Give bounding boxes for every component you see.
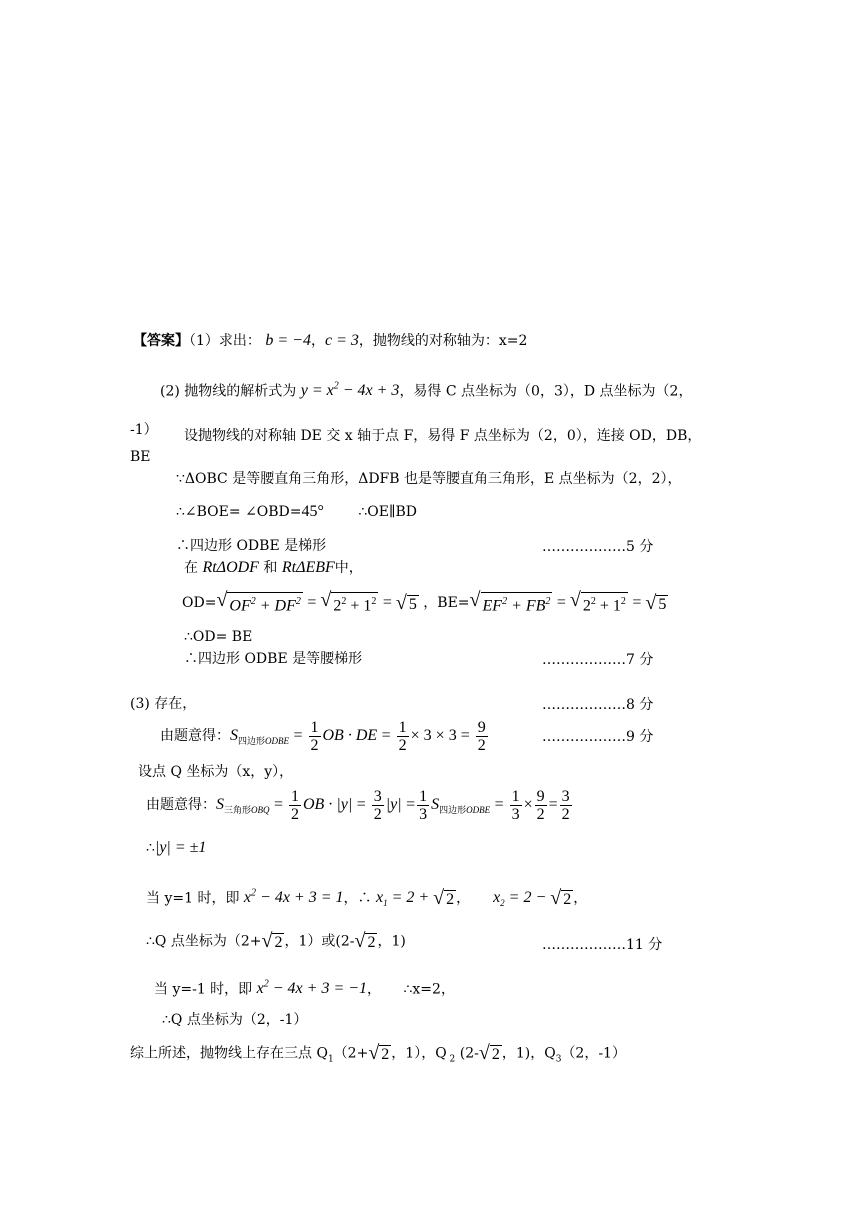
p3-l10-e: ，1)，Q	[501, 1045, 556, 1062]
p3-l4-a: 由题意得：	[146, 797, 216, 813]
p2-l1-a: (2) 抛物线的解析式为	[160, 383, 297, 400]
sqrt-2-x2: √ 2	[550, 886, 572, 909]
p3-l6-b: ，∴	[343, 890, 372, 907]
p3-line-8: 当 y=-1 时，即 $x^2 - 4x + 3 = -1$， ∴x=2，	[154, 979, 455, 998]
x2-value: $x_2 = 2$ −	[493, 889, 551, 909]
frac-1-2-c: $\frac{1}{2}$	[291, 787, 299, 823]
p2-line-9: ∴四边形 ODBE 是等腰梯形	[184, 651, 363, 667]
p2-line-2-cont: BE	[130, 449, 151, 465]
p2-l6-b: 中，	[334, 560, 363, 576]
p2-l1-b: ，易得 C 点坐标为（0，3），D 点坐标为（2，	[399, 383, 693, 400]
p2-l4-b: ∴OE∥BD	[358, 504, 417, 520]
abs-y-eq: |y| = ±1	[154, 839, 207, 856]
p1-prefix: （1）求出：	[189, 333, 261, 349]
sqrt-2-c1: √ 2	[368, 1042, 390, 1064]
x1-value: $x_1 = 2$ +	[375, 889, 434, 909]
p2-line-8: ∴OD= BE	[184, 629, 253, 645]
p3-l2-a: 由题意得：	[160, 728, 230, 744]
p2-line-3: ∵ΔOBC 是等腰直角三角形，ΔDFB 也是等腰直角三角形，E 点坐标为（2，2），	[176, 471, 682, 487]
sqrt-5-be: √ 5	[645, 591, 667, 614]
p3-l7-c: ，1)	[377, 933, 406, 950]
frac-1-2-b: $\frac{1}{2}$	[398, 718, 407, 754]
p2-line-2: 设抛物线的对称轴 DE 交 x 轴于点 F，易得 F 点坐标为（2，0），连接 OD，DB，	[184, 428, 702, 444]
frac-3-2: $\frac{3}{2}$	[373, 787, 382, 823]
p3-line-7	[146, 931, 406, 952]
answer-heading: 【答案】	[133, 333, 189, 349]
frac-3-2-b: $\frac{3}{2}$	[561, 787, 570, 823]
right-triangle-ebf: RtΔEBF	[281, 559, 335, 576]
sqrt-2-q1: √ 2	[261, 930, 283, 952]
eq-y1: $x^2 - 4x + 3 = 1$	[243, 888, 344, 907]
sqrt-2sq-1sq: √ $2^2 + 1^2$	[320, 589, 377, 615]
p1-suffix: ，抛物线的对称轴为：x=2	[358, 333, 528, 349]
score-11: ………………11 分	[542, 937, 663, 953]
score-8: ………………8 分	[542, 697, 654, 713]
p2-line-1	[160, 377, 692, 401]
p3-l10-a: 综上所述，抛物线上存在三点 Q	[130, 1045, 328, 1062]
p3-l6-a: 当 y=1 时，即	[146, 890, 240, 907]
area-odbe-lhs: $S_{四边形ODBE}$	[230, 727, 290, 747]
p3-l10-f: （2，-1）	[561, 1045, 626, 1062]
p3-l10-d: (2-	[459, 1045, 479, 1062]
sqrt-2sq-1sq-be: √ $2^2 + 1^2$	[569, 589, 626, 615]
score-5: ………………5 分	[542, 539, 654, 555]
p3-line-4: 由题意得：$S_{三角形OBQ}$ = $\frac{1}{2}$ OB · |y| = $\frac{3}{2}$ |y| = $\frac{1}{3}$ $S_{四边形ODBE}$ = $\frac{1}{3}$ × $\frac{9}{2}$ = $\frac{3}{2}$	[146, 787, 570, 823]
frac-9-2-b: $\frac{9}{2}$	[536, 787, 545, 823]
p3-line-2: 由题意得：$S_{四边形ODBE}$ = $\frac{1}{2}$ OB · DE = $\frac{1}{2}$ × 3 × 3 = $\frac{9}{2}$	[160, 718, 486, 754]
eq-y-neg1: $x^2 - 4x + 3 = -1$	[256, 979, 368, 998]
answer-line-1	[133, 331, 527, 351]
therefore-symbol: ∴	[146, 840, 155, 856]
frac-1-3-b: $\frac{1}{3}$	[511, 787, 520, 823]
p3-l10-c: ，1），Q	[391, 1045, 447, 1062]
p2-line-1-cont: -1）	[130, 422, 158, 438]
p3-line-9: ∴Q 点坐标为（2，-1）	[162, 1012, 308, 1028]
p2-line-5: ∴四边形 ODBE 是梯形	[176, 538, 327, 554]
p3-l10-b: （2+	[333, 1045, 369, 1062]
od-label: OD=	[182, 595, 217, 611]
sqrt-2-c2: √ 2	[478, 1042, 500, 1064]
frac-9-2: $\frac{9}{2}$	[477, 718, 486, 754]
p3-line-10-conclusion: 综上所述，抛物线上存在三点 $Q_1(2+$ √ 2 ，1），Q $_2$ (2- √ 2 ，1)，$Q_3(2$，-1）	[130, 1042, 626, 1065]
score-7: ………………7 分	[542, 652, 654, 668]
p2-l4-a: ∴∠BOE= ∠OBD=	[176, 504, 302, 520]
score-9: ………………9 分	[542, 729, 654, 745]
sqrt-of2-df2: √ $OF^2 + DF^2$	[216, 589, 301, 615]
sqrt-2-q2: √ 2	[354, 930, 376, 952]
p3-l7-b: ，1）或(2-	[284, 933, 355, 950]
p2-line-4	[176, 502, 417, 522]
p2-l6-and: 和	[263, 560, 278, 576]
sqrt-5-od: √ 5	[395, 591, 417, 614]
p3-line-1: (3) 存在，	[130, 696, 197, 712]
p3-l8-b: ∴x=2，	[403, 981, 455, 998]
p1-b-value: b = −4	[265, 332, 311, 349]
p3-line-3: 设点 Q 坐标为（x，y），	[138, 764, 294, 780]
area-obq-lhs: $S_{三角形OBQ}$	[216, 796, 270, 816]
right-triangle-odf: RtΔODF	[202, 559, 259, 576]
sqrt-ef2-fb2: √ $EF^2 + FB^2$	[469, 589, 551, 615]
p3-line-5	[146, 838, 206, 858]
p3-line-6: 当 y=1 时，即 $x^2 - 4x + 3 = 1$，∴ $x_1 = 2$ + √ 2 ， $x_2 = 2$ − √ 2 ，	[146, 886, 588, 909]
frac-1-2: $\frac{1}{2}$	[310, 718, 319, 754]
p2-parabola-equation: $y = x^2 - 4x + 3$	[300, 381, 400, 400]
be-label: ，BE=	[423, 595, 470, 611]
p2-line-7-od-be: OD= √ $OF^2 + DF^2$ = √ $2^2 + 1^2$ = √ 5 ，BE= √ $EF^2 + FB^2$ = √ $2^2 + 1^2$ = √ 5	[182, 589, 667, 615]
p3-l7-a: ∴Q 点坐标为（2+	[146, 933, 262, 950]
p2-l6-a: 在	[184, 560, 198, 576]
p1-c-value: c = 3	[324, 332, 359, 349]
p2-line-6	[184, 558, 363, 578]
frac-1-3: $\frac{1}{3}$	[419, 787, 428, 823]
sqrt-2-x1: √ 2	[433, 886, 455, 909]
p1-sep: ，	[310, 333, 325, 349]
angle-45: 45°	[301, 503, 324, 520]
p3-l8-a: 当 y=-1 时，即	[154, 981, 253, 998]
